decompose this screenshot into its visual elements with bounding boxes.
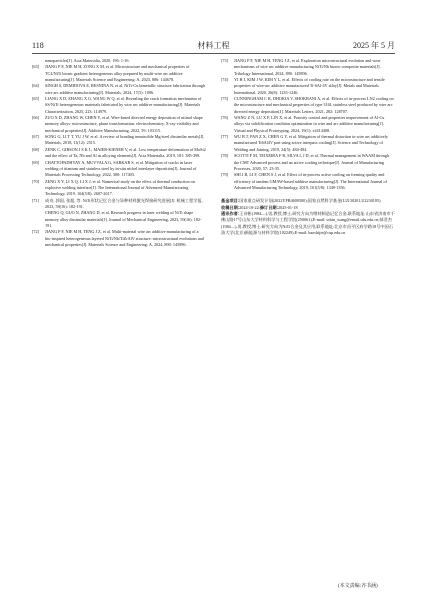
reference-entry — [221, 58, 395, 77]
reference-entry — [32, 210, 206, 229]
corresponding-text: 王诗彬(1984—),男,教授,博士,研究方向为增材制造记忆合金,联系地址:山东省济南市千佛山路17号山东大学材料科学与工程学院(250061),E-mail: ssbin_wang@email.sdu.edu.cn;郝君杰(1984—),男,教授,博士,研究方向为NiTi合金及其应用,联系地址:北京市昌平区府学路18号中国石油大学(北京)新能源与材料学院(102249),E-mail: haoshijie@cup.edu.cn — [221, 210, 395, 235]
reference-number: [63] — [32, 64, 39, 70]
reference-text: CUNNINGHAM C R, DHOKIA V, SHOKRANI A, et al. Effects of in-process LN2 cooling on the microstructure and mechanical properties of type 316L stainless steel produced by wire arc directed energy deposition[J]. Materials Letters, 2021, 282: 128707. — [234, 96, 394, 114]
corresponding-label: 通讯作者: — [221, 210, 240, 216]
reference-entry — [32, 179, 206, 198]
header-rule — [32, 53, 395, 54]
reference-entry — [32, 96, 206, 115]
reference-text: YI H J, KIM J W, KIM Y L, et al. Effects of cooling rate on the microstructure and tensile properties of wire-arc additive manufactured Ti-6Al-4V alloy[J]. Metals and Materials International, 2020, 26(8): 1235-1246. — [234, 77, 385, 95]
reference-text: 成奇, 郭国, 张超, 等. NiTi形状记忆合金与异种材料激光焊接研究进展[J]. 机械工程学报, 2023, 59(16): 182-191. — [45, 197, 203, 209]
reference-number: [70] — [32, 178, 39, 184]
reference-text: SONG G, LI T T, YU J W, et al. A review of bonding immiscible Mg/steel dissimilar metals[J]. Materials, 2018, 11(12): 2515. — [45, 134, 205, 146]
reference-text: CHATTOPADHYAY A, MUVVALA G, SARKAR S, et al. Mitigation of cracks in laser welding of titanium and stainless steel by in-situ nickel interlayer deposition[J]. Journal of Materials Processing Technology, 2022, 300: 117403. — [45, 159, 197, 178]
right-column — [221, 58, 395, 236]
reference-text: WANG Z N, LU X F, LIN X, et al. Porosity control and properties improvement of Al-Cu alloys via solidification condition optimization in wire and arc additive manufacturing[J]. Virtual and Physical Prototyping, 2024, 19(1): e2414408. — [234, 115, 385, 133]
reference-text: SINGH S, DEMIDOVA E, RESNINA N, et al. NiTi-Cu bimetallic structure fabrication through wire arc additive manufacturing[J]. Materials, 2024, 17(5): 1006. — [45, 83, 206, 95]
reference-entry — [221, 153, 395, 172]
journal-title: 材料工程 — [197, 41, 230, 50]
reference-text: CHENG Q, GUO N, ZHANG D, et al. Research progress in laser welding of NiTi shape memory alloy dissimilar materials[J]. Journal of Mechanical Engineering, 2023, 59(16): 182-191. — [45, 210, 202, 228]
reference-number: [64] — [32, 83, 39, 89]
reference-number: [72] — [32, 229, 39, 235]
reference-text: JIANG P F, NIE M H, TENG J Z, et al. Multi-material wire arc additive manufacturing of a bio-inspired heterogeneous layered NiTi/Nb/TiZrAlV structure: microstructural evolutions and mechanical properties[J]. Materials Science and Engineering: A, 2024, 890: 145896. — [45, 229, 204, 247]
reference-number: [67] — [32, 134, 39, 140]
fund-label: 基金项目: — [221, 198, 240, 204]
reference-number: [75] — [221, 96, 228, 102]
reference-number: [76] — [221, 115, 228, 121]
reference-text: JIANG P F, NIE M H, TENG J Z, et al. Exploration microstructural evolution and wear mechanisms of wire arc additive manufacturing NiTi/Nb bionic composite materials[J]. Tribology International, 2024, 890: 145896. — [234, 58, 381, 76]
received-label: 收稿日期: — [221, 204, 240, 210]
fund-text: 国家重点研发计划(2022YFB4600500);国家自然科学基金(U2130201,U2230105) — [239, 198, 381, 204]
reference-number: [74] — [221, 77, 228, 83]
reference-number: [73] — [221, 58, 228, 63]
reference-text: ZUO X D, ZHANG W, CHEN Y, et al. Wire-based directed energy deposition of nitinol shape memory alloys: microstructure, phase transformation, electrochemistry, X-ray visibility and mechanical properties[J]. Additive Manufacturing, 2022, 59: 103115. — [45, 115, 203, 133]
article-footnote — [221, 198, 395, 236]
reference-entry — [221, 172, 395, 191]
reference-number: [78] — [221, 153, 228, 159]
reference-number: [65] — [32, 96, 39, 102]
reference-entry — [32, 198, 206, 211]
reference-text: SHI J B, LI F, CHEN S J, et al. Effect of in-process active cooling on forming quality and efficiency of tandem GMAW-based additive manufacturing[J]. The International Journal of Advanced Manufacturing Technology, 2019, 101(5/8): 1349-1356. — [234, 172, 387, 190]
reference-entry — [221, 115, 395, 134]
revised-label: 修订日期: — [259, 204, 279, 210]
reference-number: [71] — [32, 197, 39, 203]
left-reference-column — [32, 58, 206, 248]
reference-text: JIANG P F, NIE M H, ZONG X M, et al. Microstructure and mechanical properties of TC4/NiTi bionic gradient heterogeneous alloy prepared by multi-wire arc additive manufacturing[J]. Materials Science and Engineering: A, 2023, 886: 144678. — [45, 64, 190, 83]
reference-number: [66] — [32, 115, 39, 121]
reference-entry — [32, 229, 206, 248]
reference-text: LIANG X D, ZHANG X G, WANG W Q, et al. Revealing the crack formation mechanism of SS/NiTi heterogeneous materials fabricated by wire arc additive manufacturing[J]. Materials Characterization, 2025, 223: 114979. — [45, 96, 202, 114]
reference-number: [68] — [32, 146, 39, 152]
reference-number: [79] — [221, 172, 228, 178]
issue-date: 2025 年 5 月 — [353, 41, 395, 50]
reference-entry — [32, 115, 206, 134]
reference-text: nanoparticles[J]. Acta Materialia, 2020, 196: 1-16. — [45, 58, 130, 63]
reference-entry — [32, 134, 206, 147]
reference-entry — [221, 77, 395, 96]
page-number: 118 — [32, 41, 44, 50]
corresponding-author-line — [221, 211, 395, 236]
right-reference-list — [221, 58, 395, 191]
reference-text: SCOTTI F M, TEIXEIRA F R, SILVA L J D, et al. Thermal management in WAAM through the CMT Advanced process and an active cooling technique[J]. Journal of Manufacturing Processes, 2020, 57: 23-35. — [234, 153, 390, 171]
page-header — [32, 40, 395, 52]
reference-text: ZENK C, GIBSON J S K L, MAIER-KIENER V, et al. Low temperature deformation of MoSi2 and the effect of Ta, Nb and Al as alloying elements[J]. Acta Materialia, 2019, 181: 385-398. — [45, 146, 206, 159]
reference-entry — [221, 96, 395, 115]
reference-number: [77] — [221, 134, 228, 140]
reference-entry — [32, 64, 206, 83]
reference-number: [69] — [32, 159, 39, 165]
reference-entry — [32, 147, 206, 160]
reference-text: ZENG X Y, LI X Q, LI X J, et al. Numerical study on the effect of thermal conduction on explosive welding interface[J]. The International Journal of Advanced Manufacturing Technology, 2019, 104(5/8): 2607-2617. — [45, 178, 195, 197]
reference-entry — [221, 134, 395, 153]
revised-date: 2025-01-18 — [278, 204, 298, 210]
reference-text: WU B T, PAN Z X, CHEN G Y, et al. Mitigation of thermal distortion in wire arc additively manufactured Ti6Al4V part using active interpass cooling[J]. Science and Technology of Welding and Joining, 2019, 24(5): 484-494. — [234, 134, 388, 152]
received-date: 2024-10-22; — [239, 204, 260, 210]
reference-entry — [32, 160, 206, 179]
editor-note: (本文责编:齐书涵) — [338, 584, 378, 589]
reference-entry — [32, 83, 206, 96]
